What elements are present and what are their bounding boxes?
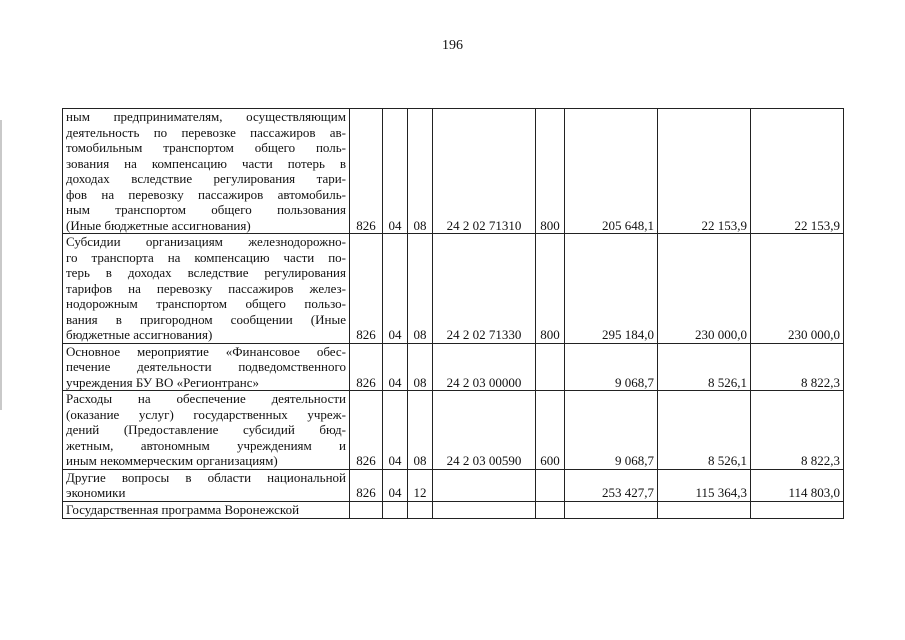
- expense-name-line: бюджетные ассигнования): [66, 327, 213, 342]
- grbs-code-cell: 826: [350, 469, 383, 501]
- expense-name-line: Расходы на обеспечение деятельности: [66, 391, 346, 406]
- expense-name-line: дений (Предоставление субсидий бюд-: [66, 422, 346, 437]
- section-code-cell: 04: [383, 343, 408, 391]
- subsection-code-cell: 08: [408, 343, 433, 391]
- target-article-cell: 24 2 03 00000: [433, 343, 536, 391]
- amount-year2-cell: 8 526,1: [658, 391, 751, 470]
- expense-name-line: иным некоммерческим организациям): [66, 453, 278, 468]
- expense-name-line: нодорожным транспортом общего пользо-: [66, 296, 346, 311]
- amount-year3-cell: [751, 501, 844, 518]
- expense-name-cell: [63, 343, 350, 391]
- expense-name-line: терь в доходах вследствие регулирования: [66, 265, 346, 280]
- expense-type-cell: [536, 343, 565, 391]
- expense-name-line: фов на перевозку пассажиров автомобиль-: [66, 186, 346, 202]
- section-code-cell: 04: [383, 469, 408, 501]
- grbs-code-cell: 826: [350, 391, 383, 470]
- target-article-cell: 24 2 02 71310: [433, 109, 536, 234]
- expense-name-line: экономики: [66, 485, 126, 500]
- expense-name-line: доходах вследствие регулирования тари-: [66, 171, 346, 186]
- amount-year3-cell: 22 153,9: [751, 109, 844, 234]
- amount-year2-cell: 115 364,3: [658, 469, 751, 501]
- expense-name-line: вания в пригородном сообщении (Иные: [66, 311, 346, 327]
- grbs-code-cell: 826: [350, 109, 383, 234]
- expense-name-line: Другие вопросы в области национальной: [66, 469, 346, 485]
- subsection-code-cell: 08: [408, 234, 433, 344]
- expense-name-line: Государственная программа Воронежской: [66, 502, 300, 517]
- subsection-code-cell: 12: [408, 469, 433, 501]
- amount-year3-cell: 114 803,0: [751, 469, 844, 501]
- expense-name-line: Основное мероприятие «Финансовое обес-: [66, 343, 346, 359]
- subsection-code-cell: 08: [408, 391, 433, 470]
- grbs-code-cell: 826: [350, 234, 383, 344]
- section-code-cell: [383, 501, 408, 518]
- amount-year1-cell: 253 427,7: [565, 469, 658, 501]
- amount-year2-cell: [658, 501, 751, 518]
- amount-year3-cell: 8 822,3: [751, 391, 844, 470]
- expense-name-cell: [63, 391, 350, 470]
- expense-name-cell: [63, 469, 350, 501]
- target-article-cell: [433, 469, 536, 501]
- expense-type-cell: 600: [536, 391, 565, 470]
- scan-edge-line: [0, 120, 2, 410]
- amount-year2-cell: 22 153,9: [658, 109, 751, 234]
- expense-name-line: печение деятельности подведомственного: [66, 359, 346, 374]
- table-row: [63, 343, 844, 391]
- expense-name-line: (оказание услуг) государственных учреж-: [66, 406, 346, 422]
- expense-name-line: Субсидии организациям железнодорожно-: [66, 234, 346, 249]
- expense-name-line: учреждения БУ ВО «Регионтранс»: [66, 374, 260, 390]
- expense-name-line: ным предпринимателям, осуществляющим: [66, 109, 346, 124]
- table-row: [63, 469, 844, 501]
- expense-name-cell: [63, 501, 350, 518]
- subsection-code-cell: [408, 501, 433, 518]
- expense-name-line: томобильным транспортом общего поль-: [66, 140, 346, 155]
- table-row: [63, 391, 844, 470]
- target-article-cell: 24 2 03 00590: [433, 391, 536, 470]
- table-row: [63, 109, 844, 234]
- amount-year2-cell: 8 526,1: [658, 343, 751, 391]
- target-article-cell: 24 2 02 71330: [433, 234, 536, 344]
- amount-year1-cell: 9 068,7: [565, 343, 658, 391]
- expense-name-cell: [63, 234, 350, 344]
- grbs-code-cell: [350, 501, 383, 518]
- budget-table: [62, 108, 844, 519]
- expense-name-line: жетным, автономным учреждениям и: [66, 437, 346, 453]
- amount-year3-cell: 8 822,3: [751, 343, 844, 391]
- amount-year1-cell: 295 184,0: [565, 234, 658, 344]
- expense-type-cell: 800: [536, 109, 565, 234]
- section-code-cell: 04: [383, 391, 408, 470]
- subsection-code-cell: 08: [408, 109, 433, 234]
- section-code-cell: 04: [383, 234, 408, 344]
- section-code-cell: 04: [383, 109, 408, 234]
- target-article-cell: [433, 501, 536, 518]
- amount-year3-cell: 230 000,0: [751, 234, 844, 344]
- expense-name-line: го транспорта на компенсацию части по-: [66, 249, 346, 265]
- expense-type-cell: 800: [536, 234, 565, 344]
- expense-name-line: (Иные бюджетные ассигнования): [66, 217, 251, 233]
- amount-year1-cell: 205 648,1: [565, 109, 658, 234]
- expense-name-line: тарифов на перевозку пассажиров желез-: [66, 280, 346, 296]
- table-row: [63, 501, 844, 518]
- expense-type-cell: [536, 469, 565, 501]
- table-row: [63, 234, 844, 344]
- page-number: 196: [442, 38, 463, 53]
- amount-year1-cell: [565, 501, 658, 518]
- expense-name-line: деятельность по перевозке пассажиров ав-: [66, 124, 346, 140]
- expense-type-cell: [536, 501, 565, 518]
- expense-name-line: зования на компенсацию части потерь в: [66, 155, 346, 171]
- amount-year1-cell: 9 068,7: [565, 391, 658, 470]
- grbs-code-cell: 826: [350, 343, 383, 391]
- amount-year2-cell: 230 000,0: [658, 234, 751, 344]
- expense-name-line: ным транспортом общего пользования: [66, 202, 346, 217]
- budget-table-body: [63, 109, 844, 519]
- expense-name-cell: [63, 109, 350, 234]
